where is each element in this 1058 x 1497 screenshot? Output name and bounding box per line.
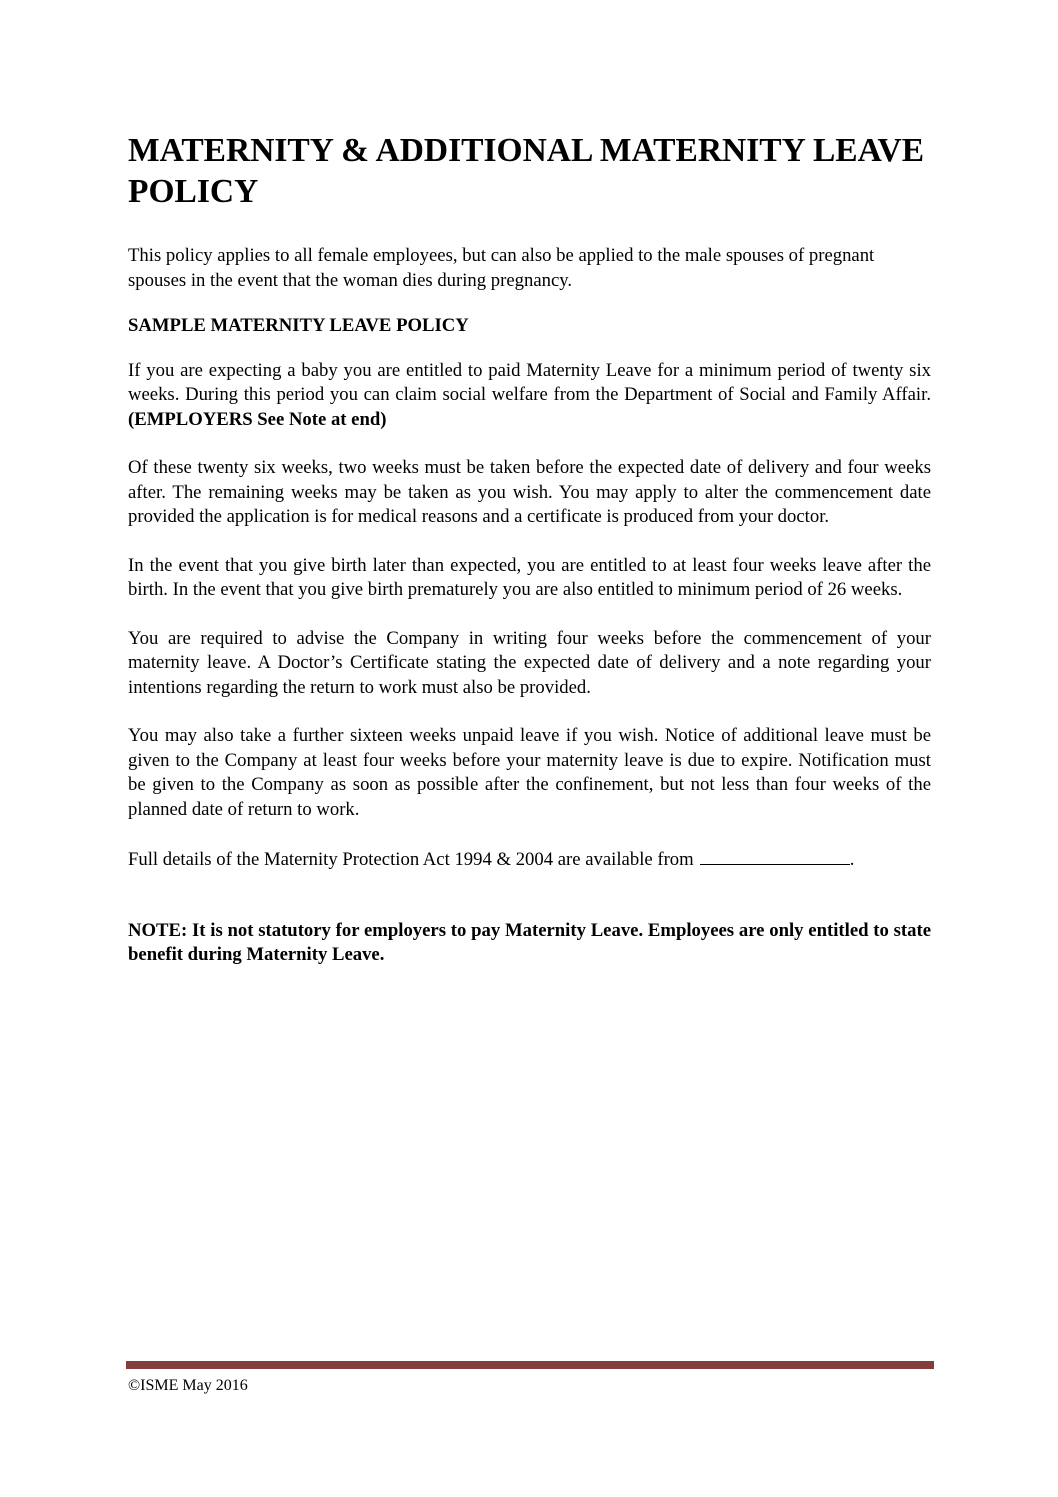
section-heading: SAMPLE MATERNITY LEAVE POLICY (128, 315, 469, 336)
paragraph-entitlement-text: If you are expecting a baby you are entitled to paid Maternity Leave for a minimum period of twenty six weeks. During this period you can claim social welfare from the Department of Social and Family Affair. (128, 359, 931, 405)
fill-in-blank-line (700, 846, 850, 865)
full-details-text: Full details of the Maternity Protection Act 1994 & 2004 are available from (128, 849, 694, 870)
employers-note-reference: (EMPLOYERS See Note at end) (128, 408, 387, 430)
document-title: MATERNITY & ADDITIONAL MATERNITY LEAVE POLICY (128, 132, 925, 210)
document-body (128, 130, 931, 968)
full-details-period: . (849, 849, 855, 870)
paragraph-timing: Of these twenty six weeks, two weeks must be taken before the expected date of delivery and four weeks after. The remaining weeks may be taken as you wish. You may apply to alter the commencement date provided the application is for medical reasons and a certificate is produced from your doctor. (128, 457, 931, 527)
employer-note: NOTE: It is not statutory for employers to pay Maternity Leave. Employees are only entitled to state benefit during Maternity Leave. (128, 919, 931, 965)
intro-paragraph: This policy applies to all female employees, but can also be applied to the male spouses of pregnant spouses in the event that the woman dies during pregnancy. (128, 245, 875, 291)
paragraph-additional-leave: You may also take a further sixteen weeks unpaid leave if you wish. Notice of additional leave must be given to the Company at least four weeks before your maternity leave is due to expire. Notification must be given to the Company as soon as possible after the confinement, but not less than four weeks of the planned date of return to work. (128, 725, 931, 820)
paragraph-full-details (128, 846, 931, 873)
footer-copyright: ©ISME May 2016 (128, 1377, 248, 1394)
paragraph-birth-timing: In the event that you give birth later than expected, you are entitled to at least four weeks leave after the birth. In the event that you give birth prematurely you are also entitled to minimum period of 26 weeks. (128, 554, 931, 600)
paragraph-entitlement (128, 359, 931, 433)
footer-rule (126, 1361, 934, 1369)
paragraph-notification: You are required to advise the Company in writing four weeks before the commencement of your maternity leave. A Doctor’s Certificate stating the expected date of delivery and a note regarding your intentions regarding the return to work must also be provided. (128, 627, 931, 698)
